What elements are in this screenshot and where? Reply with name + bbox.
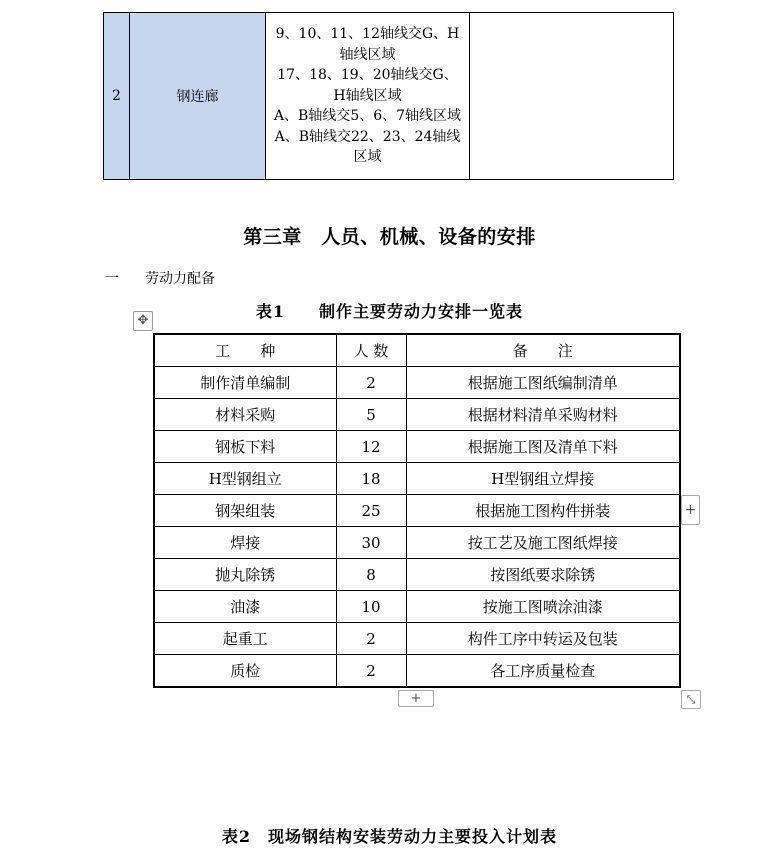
cell-count: 5 xyxy=(336,399,406,431)
resize-table-icon[interactable]: ⤡ xyxy=(681,690,701,709)
region-text: A、B轴线交5、6、7轴线区域 xyxy=(273,108,462,125)
cell-count: 18 xyxy=(336,463,406,495)
section-title: 劳动力配备 xyxy=(145,271,215,287)
header-remark: 备 注 xyxy=(406,334,680,367)
cell-count: 25 xyxy=(336,495,406,527)
cell-count: 8 xyxy=(336,559,406,591)
region-text: A、B轴线交22、23、24轴线区域 xyxy=(274,128,461,166)
region-cell xyxy=(266,13,470,180)
cell-count: 2 xyxy=(336,623,406,655)
table-row xyxy=(154,527,680,559)
cell-remark: 根据施工图纸编制清单 xyxy=(406,367,680,399)
chapter-title: 第三章 人员、机械、设备的安排 xyxy=(243,226,536,248)
table-row xyxy=(154,559,680,591)
empty-cell xyxy=(470,13,674,180)
header-trade: 工 种 xyxy=(154,334,336,367)
table-body xyxy=(154,367,680,688)
cell-trade: 起重工 xyxy=(154,623,336,655)
table-row xyxy=(104,13,674,180)
cell-count: 30 xyxy=(336,527,406,559)
cell-remark: 按施工图喷涂油漆 xyxy=(406,591,680,623)
cell-trade: 制作清单编制 xyxy=(154,367,336,399)
row-index-cell: 2 xyxy=(104,13,130,180)
cell-remark: 各工序质量检查 xyxy=(406,655,680,688)
table-header-row xyxy=(154,334,680,367)
table1-title: 表1 制作主要劳动力安排一览表 xyxy=(255,302,524,321)
add-row-icon[interactable]: + xyxy=(398,690,434,707)
labor-table xyxy=(153,333,681,688)
cell-count: 12 xyxy=(336,431,406,463)
table-row xyxy=(154,591,680,623)
move-table-icon[interactable]: ✥ xyxy=(133,311,153,331)
cell-remark: 按图纸要求除锈 xyxy=(406,559,680,591)
cell-trade: 油漆 xyxy=(154,591,336,623)
table-row xyxy=(154,367,680,399)
add-column-icon[interactable]: + xyxy=(681,495,700,525)
cell-count: 2 xyxy=(336,367,406,399)
cell-remark: 根据材料清单采购材料 xyxy=(406,399,680,431)
cell-remark: 根据施工图构件拼装 xyxy=(406,495,680,527)
cell-remark: H型钢组立焊接 xyxy=(406,463,680,495)
cell-trade: 钢架组装 xyxy=(154,495,336,527)
region-text: 17、18、19、20轴线交G、H轴线区域 xyxy=(277,67,458,104)
table2-title: 表2 现场钢结构安装劳动力主要投入计划表 xyxy=(221,827,558,846)
cell-trade: 钢板下料 xyxy=(154,431,336,463)
cell-remark: 根据施工图及清单下料 xyxy=(406,431,680,463)
cell-trade: 材料采购 xyxy=(154,399,336,431)
cell-count: 2 xyxy=(336,655,406,688)
cell-trade: 质检 xyxy=(154,655,336,688)
table-row xyxy=(154,655,680,688)
section-number: 一 xyxy=(105,271,119,287)
cell-remark: 按工艺及施工图纸焊接 xyxy=(406,527,680,559)
section-heading xyxy=(105,268,215,288)
row-name-cell: 钢连廊 xyxy=(130,13,266,180)
table-row xyxy=(154,431,680,463)
cell-trade: 抛丸除锈 xyxy=(154,559,336,591)
continuation-table xyxy=(103,12,674,180)
header-count: 人 数 xyxy=(336,334,406,367)
cell-trade: H型钢组立 xyxy=(154,463,336,495)
region-text: 9、10、11、12轴线交G、H轴线区域 xyxy=(275,26,460,63)
cell-count: 10 xyxy=(336,591,406,623)
cell-trade: 焊接 xyxy=(154,527,336,559)
cell-remark: 构件工序中转运及包装 xyxy=(406,623,680,655)
table-row xyxy=(154,623,680,655)
table-row xyxy=(154,463,680,495)
table-row xyxy=(154,495,680,527)
table-row xyxy=(154,399,680,431)
